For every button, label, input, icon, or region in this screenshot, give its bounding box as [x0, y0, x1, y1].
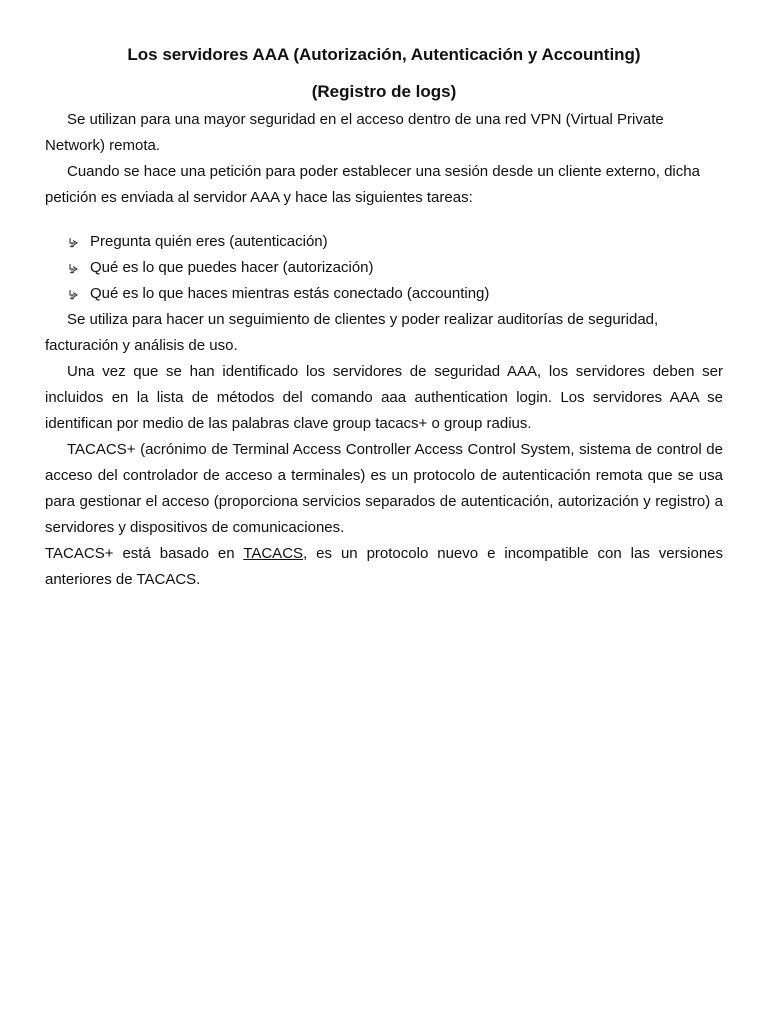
arrow-bullet-icon — [67, 229, 81, 255]
paragraph-vpn: Se utilizan para una mayor seguridad en el acceso dentro de una red VPN (Virtual Private Network) remota. — [45, 111, 664, 154]
task-list — [45, 229, 723, 307]
paragraph-text-before: TACACS+ está basado en — [45, 545, 244, 562]
list-item-text: Pregunta quién eres (autenticación) — [90, 233, 328, 250]
document-subtitle: (Registro de logs) — [311, 82, 457, 101]
tacacs-link[interactable]: TACACS — [243, 545, 304, 562]
list-item — [45, 229, 723, 255]
paragraph-usage: Se utiliza para hacer un seguimiento de clientes y poder realizar auditorías de seguridad, facturación y análisis de uso. — [45, 311, 659, 354]
list-item — [45, 281, 723, 307]
arrow-bullet-icon — [67, 255, 81, 281]
document-page — [45, 40, 723, 593]
list-item-text: Qué es lo que puedes hacer (autorización) — [90, 259, 374, 276]
list-item-text: Qué es lo que haces mientras estás conectado (accounting) — [90, 285, 490, 302]
paragraph-identify: Una vez que se han identificado los servidores de seguridad AAA, los servidores deben ser incluidos en la lista de métodos del comando aaa authentication login. Los servidores AAA se identifican por medio de las palabras clave group tacacs+ o group radius. — [45, 363, 723, 432]
paragraph-request: Cuando se hace una petición para poder establecer una sesión desde un cliente externo, dicha petición es enviada al servidor AAA y hace las siguientes tareas: — [45, 163, 700, 206]
document-title: Los servidores AAA (Autorización, Autenticación y Accounting) — [127, 45, 641, 64]
paragraph-tacacs-basis — [45, 541, 723, 593]
paragraph-tacacs-plus: TACACS+ (acrónimo de Terminal Access Controller Access Control System, sistema de control de acceso del controlador de acceso a terminales) es un protocolo de autenticación remota que se usa para gestionar el acceso (proporciona servicios separados de autenticación, autorización y registro) a servidores y dispositivos de comunicaciones. — [45, 441, 723, 536]
list-item — [45, 255, 723, 281]
paragraph-text-after: , es un protocolo nuevo e incompatible con las versiones anteriores de TACACS. — [45, 545, 724, 588]
arrow-bullet-icon — [67, 281, 81, 307]
